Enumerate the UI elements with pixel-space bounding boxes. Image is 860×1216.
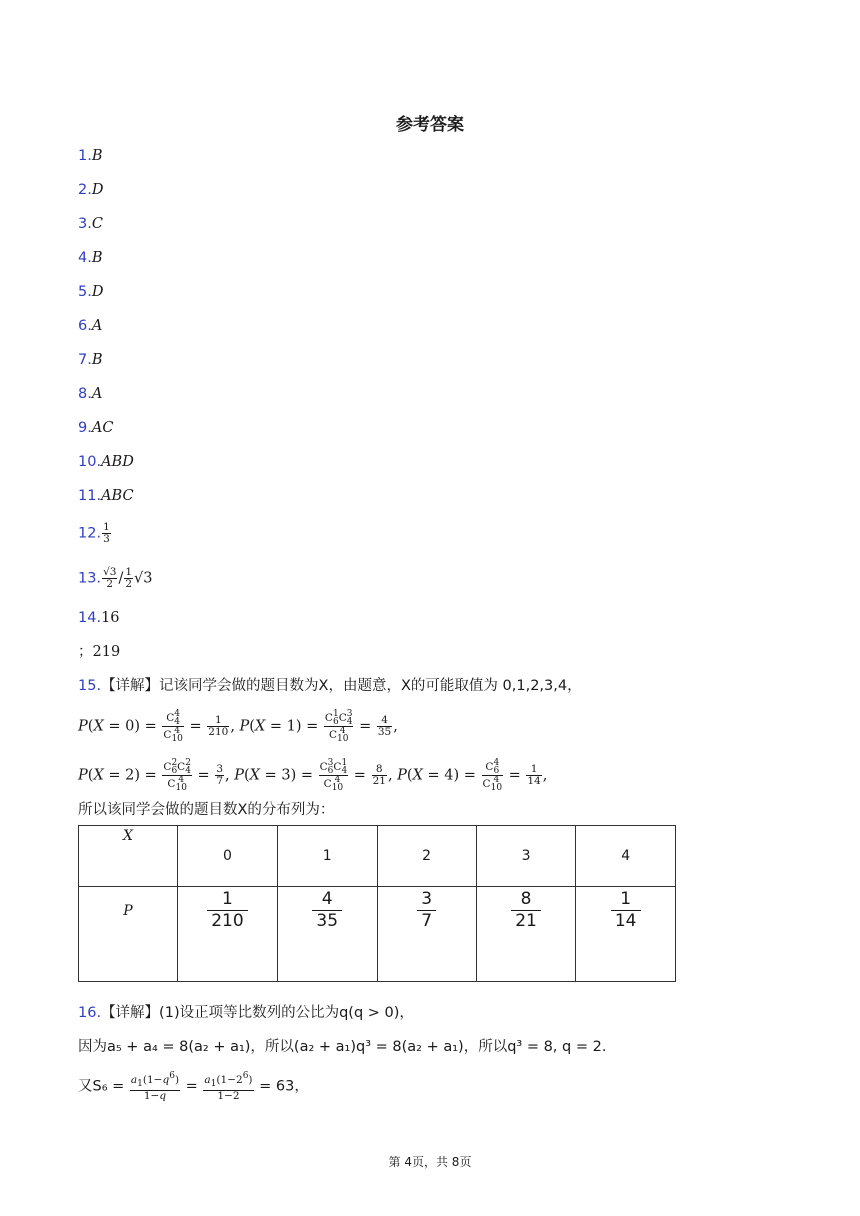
numerator: 1 [103, 521, 110, 533]
fraction [102, 567, 117, 590]
answer-value: ABD [101, 454, 134, 470]
table-header-x: X [79, 826, 178, 887]
table-cell: 0 [177, 826, 277, 887]
solution-text: 又S₆ = [78, 1078, 129, 1095]
table-cell: $\frac{1}{14}$ [576, 887, 676, 982]
denominator: 2 [125, 578, 133, 590]
solution-text: 【详解】(1)设正项等比数列的公比为q(q > 0)， [101, 1005, 414, 1021]
separator: / [118, 570, 124, 587]
answer-item [78, 316, 102, 336]
answer-item [78, 180, 103, 200]
question-number: 15. [78, 678, 102, 694]
denominator: 2 [102, 578, 117, 590]
answer-13 [78, 567, 152, 590]
answer-value: C [91, 216, 103, 232]
answer-14 [78, 608, 120, 628]
answer-item [78, 248, 103, 268]
question-number: 10. [78, 454, 102, 470]
answer-value: A [91, 386, 103, 402]
question-number: 2. [78, 182, 92, 198]
table-cell: 3 [476, 826, 576, 887]
fraction [102, 522, 111, 545]
answer-value: D [91, 284, 104, 300]
table-row [79, 887, 676, 982]
answer-16-line-2: 因为a₅ + a₄ = 8(a₂ + a₁)，所以(a₂ + a₁)q³ = 8(a₂ + a₁)，所以q³ = 8, q = 2. [78, 1039, 607, 1055]
answer-item [78, 486, 134, 506]
answer-item [78, 384, 102, 404]
answer-value: ABC [101, 488, 134, 504]
question-number: 11. [78, 488, 102, 504]
answer-item [78, 350, 103, 370]
page-footer: 第 4页，共 8页 [388, 1155, 472, 1169]
question-number: 7. [78, 352, 92, 368]
sqrt-term: √3 [134, 570, 153, 587]
question-number: 8. [78, 386, 92, 402]
question-number: 16. [78, 1005, 102, 1021]
solution-text: = 63， [254, 1078, 309, 1095]
solution-text: 【详解】记该同学会做的题目数为X，由题意，X的可能取值为 0,1,2,3,4， [101, 678, 582, 694]
distribution-intro: 所以该同学会做的题目数X的分布列为： [78, 802, 335, 818]
table-cell: $\frac{4}{35}$ [277, 887, 377, 982]
distribution-table [78, 825, 676, 982]
table-cell: 2 [377, 826, 476, 887]
table-cell: 4 [576, 826, 676, 887]
answer-value: 16 [101, 610, 120, 626]
denominator: 3 [103, 533, 110, 545]
answer-14-continued: ；219 [78, 644, 121, 660]
answer-value: D [91, 182, 104, 198]
numerator: 1 [125, 566, 133, 578]
answer-12 [78, 522, 112, 545]
answer-value: B [91, 352, 103, 368]
question-number: 13. [78, 570, 102, 587]
answer-value: A [91, 318, 103, 334]
answer-15-intro [78, 676, 582, 696]
answer-item [78, 146, 103, 166]
question-number: 9. [78, 420, 92, 436]
table-row [79, 826, 676, 887]
answer-value: B [91, 148, 103, 164]
answer-item [78, 282, 103, 302]
probability-line-1: P(X = 0) = C 4 4 C 4 10 = $\frac{1}{210}$ , P(X = 1) = C 1 6 C 3 4 C 4 10 = $\frac{4}{35}$ , [78, 709, 398, 744]
answer-value: B [91, 250, 103, 266]
table-cell: $\frac{8}{21}$ [476, 887, 576, 982]
answer-item [78, 452, 134, 472]
answer-16-line-3: 又S₆ = $\frac{a1(1-q6)}{1-q}$ = $\frac{a1(1-26)}{1-2}$ = 63， [78, 1071, 309, 1102]
question-number: 14. [78, 610, 102, 626]
page-title: 参考答案 [396, 115, 464, 135]
table-cell: 1 [277, 826, 377, 887]
table-header-p: P [79, 887, 178, 982]
table-cell: $\frac{3}{7}$ [377, 887, 476, 982]
question-number: 6. [78, 318, 92, 334]
question-number: 12. [78, 525, 102, 542]
table-cell: $\frac{1}{210}$ [177, 887, 277, 982]
numerator: √3 [103, 566, 117, 578]
answer-item [78, 418, 113, 438]
answer-16-line-1 [78, 1003, 414, 1023]
question-number: 1. [78, 148, 92, 164]
question-number: 3. [78, 216, 92, 232]
probability-line-2: P(X = 2) = C 2 6 C 2 4 C 4 10 = $\frac{3}{7}$ , P(X = 3) = C 3 6 C 1 4 C 4 10 = $\frac{8}{21}$ , P(X = 4) = C 4 6 C 4 10 = $\frac{1}{14}$ , [78, 758, 548, 793]
answer-value: AC [91, 420, 114, 436]
fraction [124, 567, 133, 590]
question-number: 4. [78, 250, 92, 266]
answer-item [78, 214, 103, 234]
question-number: 5. [78, 284, 92, 300]
